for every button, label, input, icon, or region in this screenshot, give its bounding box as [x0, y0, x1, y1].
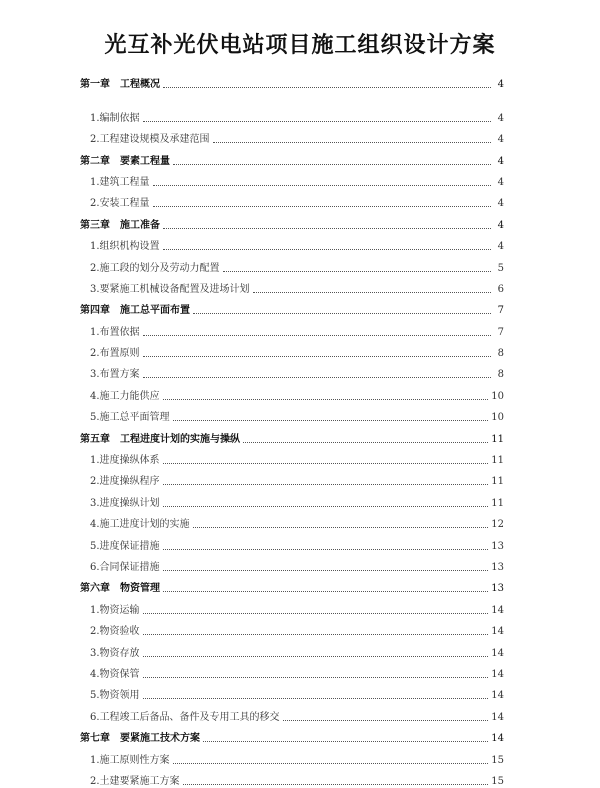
toc-dot-leader [253, 291, 491, 293]
toc-page-number: 14 [491, 626, 504, 638]
toc-section-entry[interactable] [80, 103, 504, 124]
toc-section-entry[interactable] [80, 617, 504, 638]
toc-dot-leader [163, 462, 489, 464]
toc-dot-leader [143, 120, 491, 122]
toc-page-number: 5 [497, 262, 504, 274]
document-title: 光互补光伏电站项目施工组织设计方案 [104, 32, 496, 58]
toc-dot-leader [143, 697, 489, 699]
toc-dot-leader [163, 227, 491, 229]
toc-dot-leader [143, 334, 491, 336]
toc-entry-title: 5.施工总平面管理 [90, 412, 170, 424]
toc-entry-title: 2.布置原则 [90, 348, 140, 360]
toc-section-entry[interactable] [80, 595, 504, 616]
toc-section-entry[interactable] [80, 660, 504, 681]
toc-entry-title: 2.工程建设规模及承建范围 [90, 134, 210, 146]
toc-dot-leader [173, 762, 489, 764]
toc-section-entry[interactable] [80, 232, 504, 253]
toc-section-entry[interactable] [80, 553, 504, 574]
toc-entry-title: 3.布置方案 [90, 369, 140, 381]
toc-page-number: 13 [491, 583, 504, 595]
toc-entry-title: 4.施工力能供应 [90, 390, 160, 402]
toc-page-number: 11 [491, 455, 504, 467]
toc-dot-leader [163, 398, 489, 400]
toc-chapter-entry[interactable] [80, 724, 504, 745]
toc-section-entry[interactable] [80, 339, 504, 360]
toc-section-entry[interactable] [80, 745, 504, 766]
toc-page-number: 4 [497, 176, 504, 188]
toc-entry-title: 1.建筑工程量 [90, 176, 150, 188]
toc-dot-leader [163, 86, 491, 88]
toc-entry-title: 4.施工进度计划的实施 [90, 519, 190, 531]
toc-entry-title: 4.物资保管 [90, 668, 140, 680]
toc-dot-leader [163, 590, 488, 592]
toc-page-number: 11 [491, 433, 504, 445]
toc-dot-leader [203, 740, 488, 742]
toc-dot-leader [143, 676, 489, 678]
toc-section-entry[interactable] [80, 510, 504, 531]
toc-section-entry[interactable] [80, 125, 504, 146]
toc-dot-leader [223, 270, 491, 272]
toc-page-number: 4 [497, 219, 504, 231]
toc-page-number: 14 [491, 647, 504, 659]
toc-entry-title: 第七章 要紧施工技术方案 [80, 733, 200, 745]
toc-page-number: 14 [491, 711, 504, 723]
toc-dot-leader [283, 719, 489, 721]
toc-dot-leader [173, 419, 489, 421]
toc-chapter-entry[interactable] [80, 574, 504, 595]
toc-dot-leader [173, 163, 491, 165]
toc-dot-leader [163, 483, 489, 485]
toc-dot-leader [213, 141, 491, 143]
toc-entry-title: 6.工程竣工后备品、备件及专用工具的移交 [90, 711, 280, 723]
toc-entry-title: 1.施工原则性方案 [90, 754, 170, 766]
toc-entry-title: 第六章 物资管理 [80, 583, 160, 595]
toc-page-number: 4 [497, 112, 504, 124]
toc-section-entry[interactable] [80, 638, 504, 659]
toc-page-number: 4 [497, 198, 504, 210]
toc-page-number: 7 [497, 326, 504, 338]
toc-dot-leader [193, 526, 489, 528]
toc-entry-title: 5.物资领用 [90, 690, 140, 702]
toc-dot-leader [163, 505, 489, 507]
table-of-contents [80, 70, 504, 788]
toc-page-number: 11 [491, 476, 504, 488]
toc-section-entry[interactable] [80, 467, 504, 488]
toc-dot-leader [143, 376, 491, 378]
toc-page-number: 12 [491, 519, 504, 531]
toc-page-number: 8 [497, 348, 504, 360]
toc-page-number: 4 [497, 134, 504, 146]
toc-section-entry[interactable] [80, 381, 504, 402]
toc-chapter-entry[interactable] [80, 146, 504, 167]
toc-entry-title: 5.进度保证措施 [90, 540, 160, 552]
toc-section-entry[interactable] [80, 189, 504, 210]
toc-dot-leader [193, 312, 491, 314]
toc-chapter-entry[interactable] [80, 424, 504, 445]
toc-entry-title: 6.合同保证措施 [90, 561, 160, 573]
toc-entry-title: 第三章 施工准备 [80, 219, 160, 231]
toc-section-entry[interactable] [80, 488, 504, 509]
toc-dot-leader [143, 633, 489, 635]
toc-dot-leader [143, 655, 489, 657]
toc-entry-title: 1.组织机构设置 [90, 241, 160, 253]
toc-dot-leader [183, 783, 489, 785]
toc-dot-leader [153, 205, 491, 207]
toc-page-number: 14 [491, 690, 504, 702]
toc-page-number: 13 [491, 540, 504, 552]
toc-entry-title: 1.物资运输 [90, 604, 140, 616]
toc-section-entry[interactable] [80, 531, 504, 552]
toc-page-number: 4 [497, 241, 504, 253]
toc-section-entry[interactable] [80, 446, 504, 467]
toc-page-number: 8 [497, 369, 504, 381]
toc-dot-leader [163, 548, 489, 550]
toc-entry-title: 3.物资存放 [90, 647, 140, 659]
toc-dot-leader [163, 569, 489, 571]
toc-section-entry[interactable] [80, 681, 504, 702]
toc-entry-title: 2.进度操纵程序 [90, 476, 160, 488]
toc-page-number: 6 [497, 283, 504, 295]
toc-entry-title: 第一章 工程概况 [80, 79, 160, 91]
toc-section-entry[interactable] [80, 168, 504, 189]
toc-entry-title: 3.要紧施工机械设备配置及进场计划 [90, 283, 250, 295]
toc-section-entry[interactable] [80, 317, 504, 338]
toc-entry-title: 1.布置依据 [90, 326, 140, 338]
toc-section-entry[interactable] [80, 253, 504, 274]
toc-page-number: 7 [497, 305, 504, 317]
toc-page-number: 14 [491, 668, 504, 680]
toc-entry-title: 1.编制依据 [90, 112, 140, 124]
toc-section-entry[interactable] [80, 275, 504, 296]
toc-section-entry[interactable] [80, 403, 504, 424]
toc-entry-title: 2.土建要紧施工方案 [90, 775, 180, 787]
toc-entry-title: 3.进度操纵计划 [90, 497, 160, 509]
toc-section-entry[interactable] [80, 360, 504, 381]
toc-page-number: 15 [491, 775, 504, 787]
toc-entry-title: 1.进度操纵体系 [90, 455, 160, 467]
toc-chapter-entry[interactable] [80, 210, 504, 231]
toc-page-number: 11 [491, 497, 504, 509]
toc-page-number: 4 [497, 79, 504, 91]
toc-page-number: 10 [491, 390, 504, 402]
toc-dot-leader [153, 184, 491, 186]
toc-page-number: 14 [491, 733, 504, 745]
toc-entry-title: 第四章 施工总平面布置 [80, 305, 190, 317]
toc-entry-title: 2.物资验收 [90, 626, 140, 638]
toc-entry-title: 2.施工段的划分及劳动力配置 [90, 262, 220, 274]
toc-page-number: 13 [491, 561, 504, 573]
toc-page-number: 10 [491, 412, 504, 424]
toc-page-number: 4 [497, 155, 504, 167]
toc-entry-title: 第五章 工程进度计划的实施与操纵 [80, 433, 240, 445]
toc-section-entry[interactable] [80, 767, 504, 788]
toc-dot-leader [143, 355, 491, 357]
toc-section-entry[interactable] [80, 702, 504, 723]
toc-entry-title: 2.安装工程量 [90, 198, 150, 210]
toc-page-number: 15 [491, 754, 504, 766]
toc-dot-leader [243, 441, 488, 443]
toc-dot-leader [143, 612, 489, 614]
toc-entry-title: 第二章 要素工程量 [80, 155, 170, 167]
toc-chapter-entry[interactable] [80, 296, 504, 317]
toc-dot-leader [163, 248, 491, 250]
toc-page-number: 14 [491, 604, 504, 616]
toc-chapter-entry[interactable] [80, 70, 504, 91]
